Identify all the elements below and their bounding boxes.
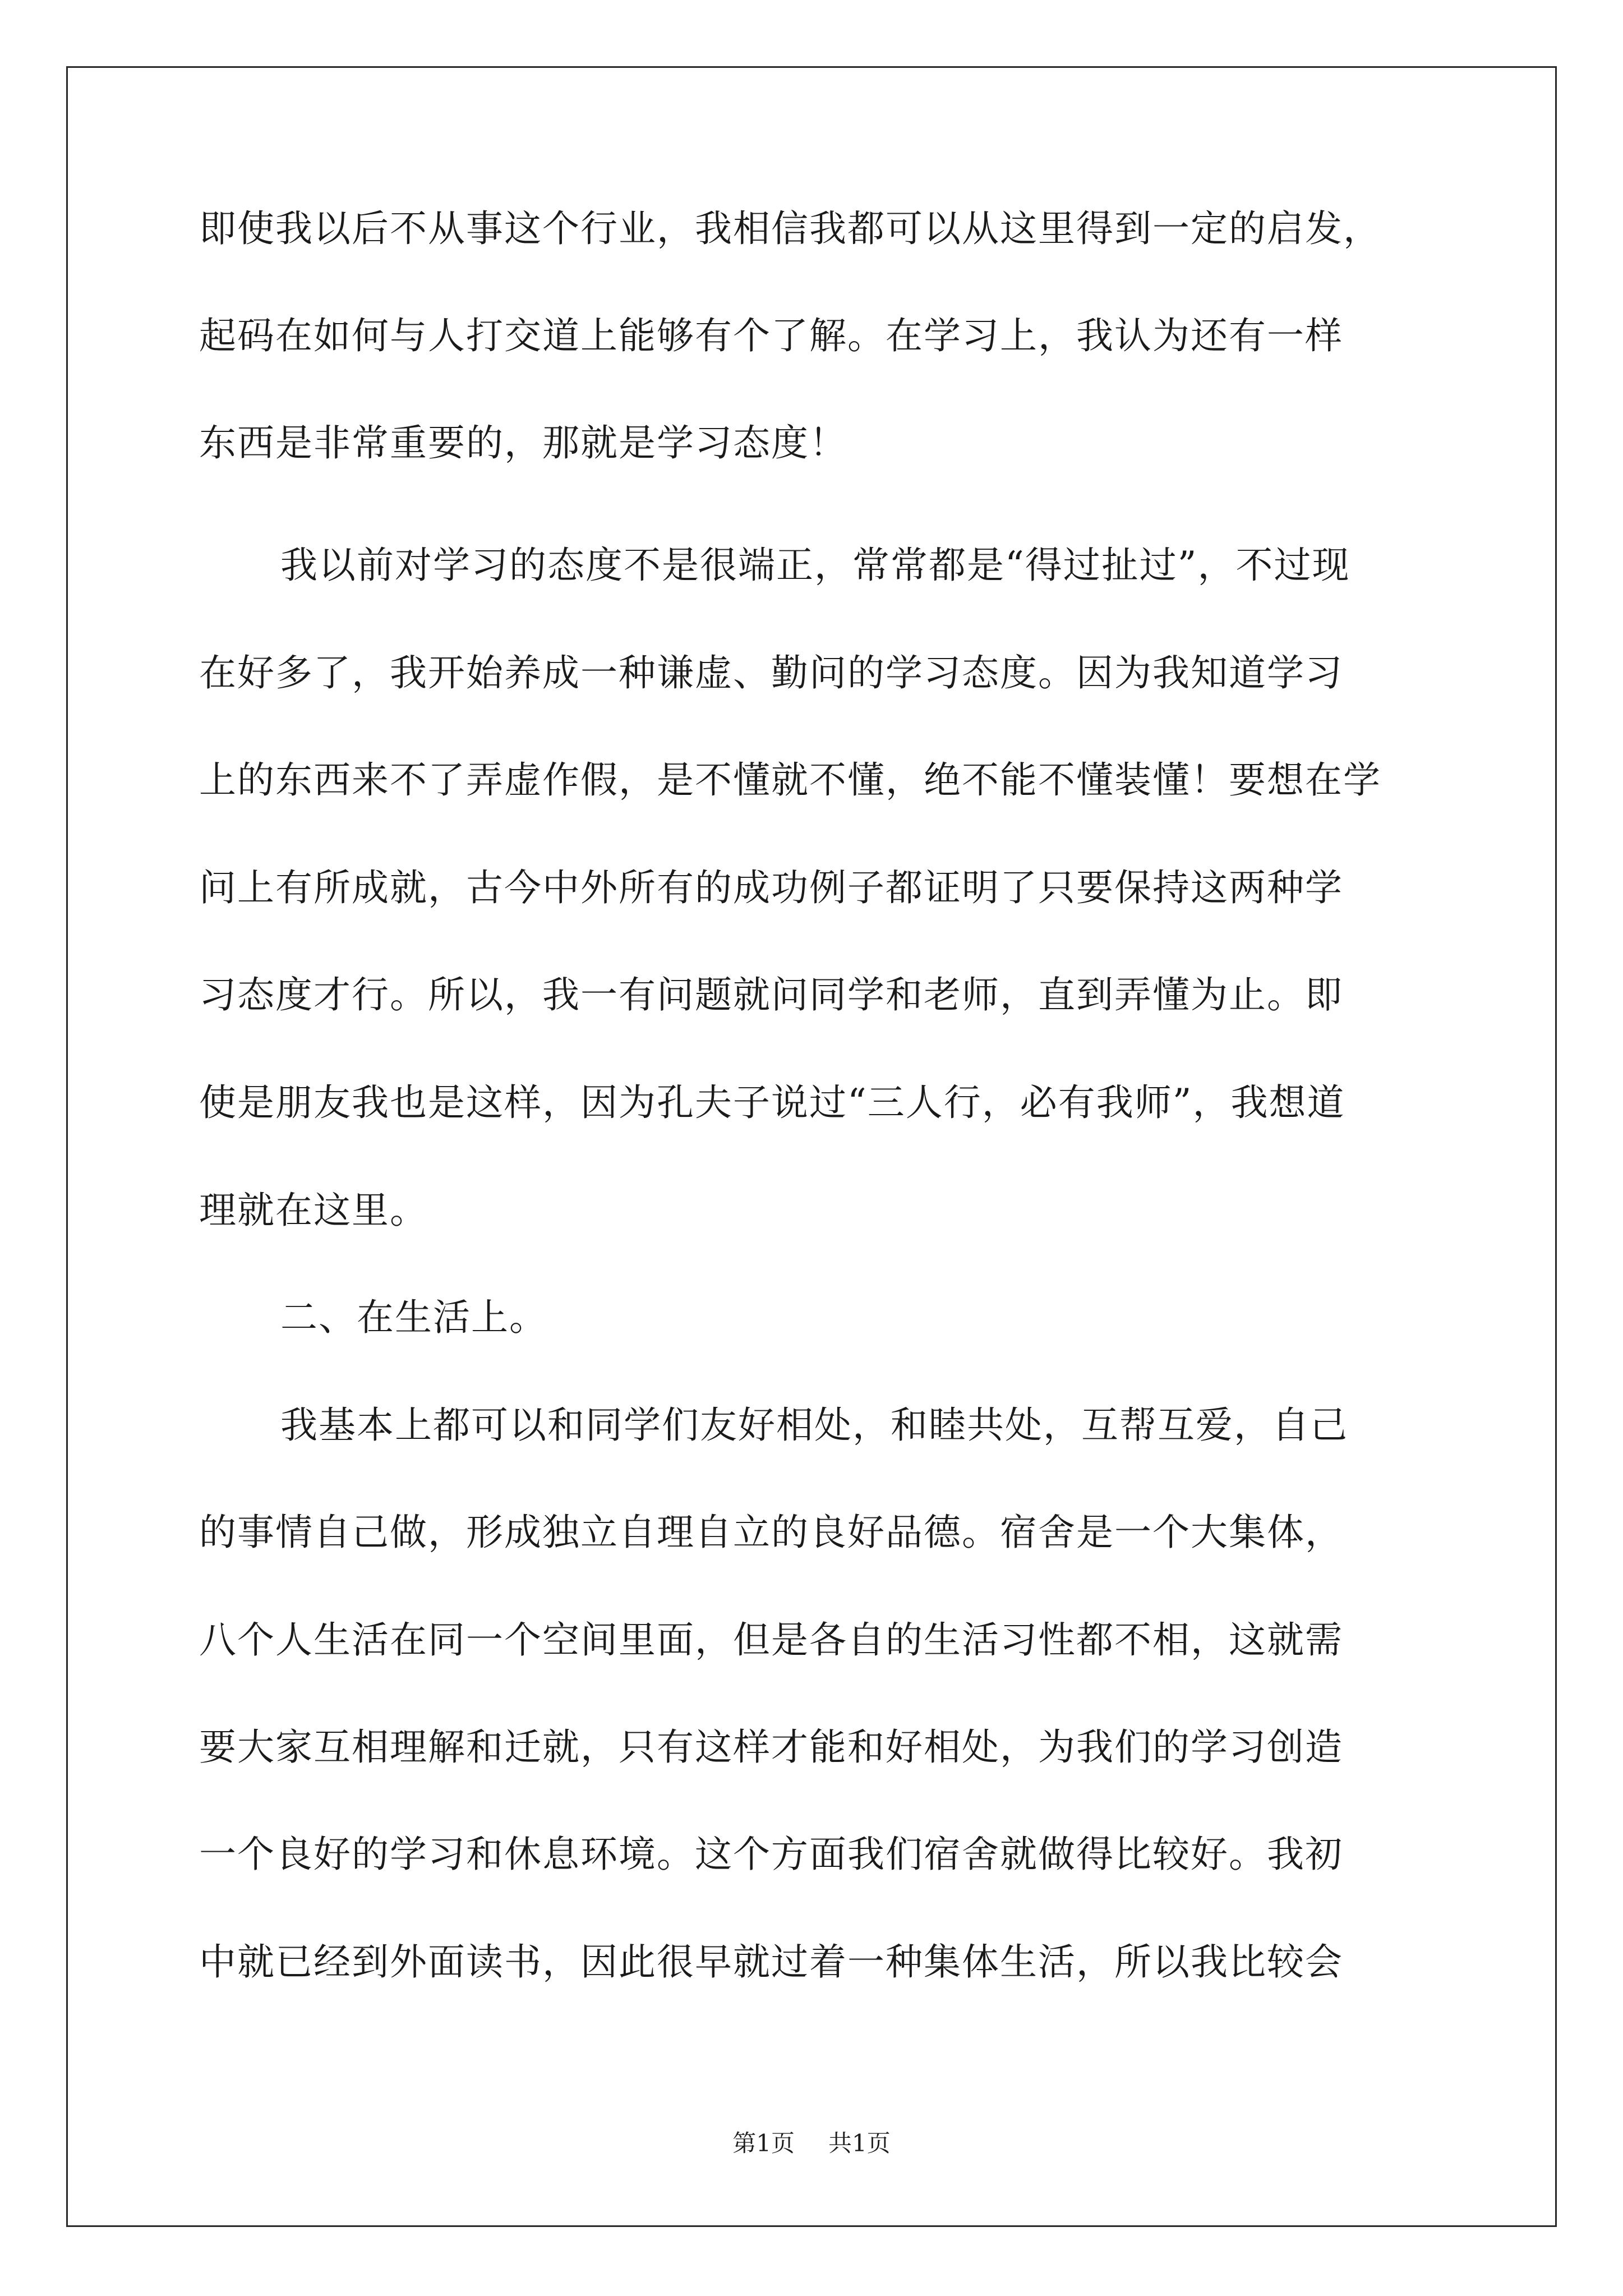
text-line: 八个人生活在同一个空间里面，但是各自的生活习性都不相，这就需 (199, 1618, 1343, 1662)
section-heading: 二、在生活上。 (280, 1296, 547, 1339)
text-line: 我以前对学习的态度不是很端正，常常都是“得过扯过”，不过现 (280, 544, 1350, 587)
text-line: 起码在如何与人打交道上能够有个了解。在学习上，我认为还有一样 (199, 314, 1343, 357)
text-line: 的事情自己做，形成独立自理自立的良好品德。宿舍是一个大集体， (199, 1511, 1343, 1554)
page-total: 共1页 (828, 2129, 891, 2157)
text-line: 在好多了，我开始养成一种谦虚、勤问的学习态度。因为我知道学习 (199, 651, 1343, 694)
text-line: 要大家互相理解和迁就，只有这样才能和好相处，为我们的学习创造 (199, 1726, 1343, 1769)
page-footer (0, 2129, 1623, 2157)
text-line: 中就已经到外面读书，因此很早就过着一种集体生活，所以我比较会 (199, 1940, 1343, 1984)
text-line: 问上有所成就，古今中外所有的成功例子都证明了只要保持这两种学 (199, 866, 1343, 909)
text-line: 即使我以后不从事这个行业，我相信我都可以从这里得到一定的启发， (199, 207, 1381, 250)
page-number: 第1页 (732, 2129, 795, 2157)
text-line: 上的东西来不了弄虚作假，是不懂就不懂，绝不能不懂装懂！要想在学 (199, 758, 1381, 802)
text-line: 使是朋友我也是这样，因为孔夫子说过“三人行，必有我师”，我想道 (199, 1081, 1345, 1124)
text-line: 东西是非常重要的，那就是学习态度！ (199, 421, 847, 464)
text-line: 理就在这里。 (199, 1189, 428, 1232)
text-line: 习态度才行。所以，我一有问题就问同学和老师，直到弄懂为止。即 (199, 973, 1343, 1016)
page-border (66, 66, 1557, 2227)
text-line: 我基本上都可以和同学们友好相处，和睦共处，互帮互爱，自己 (280, 1404, 1348, 1447)
text-line: 一个良好的学习和休息环境。这个方面我们宿舍就做得比较好。我初 (199, 1833, 1343, 1876)
